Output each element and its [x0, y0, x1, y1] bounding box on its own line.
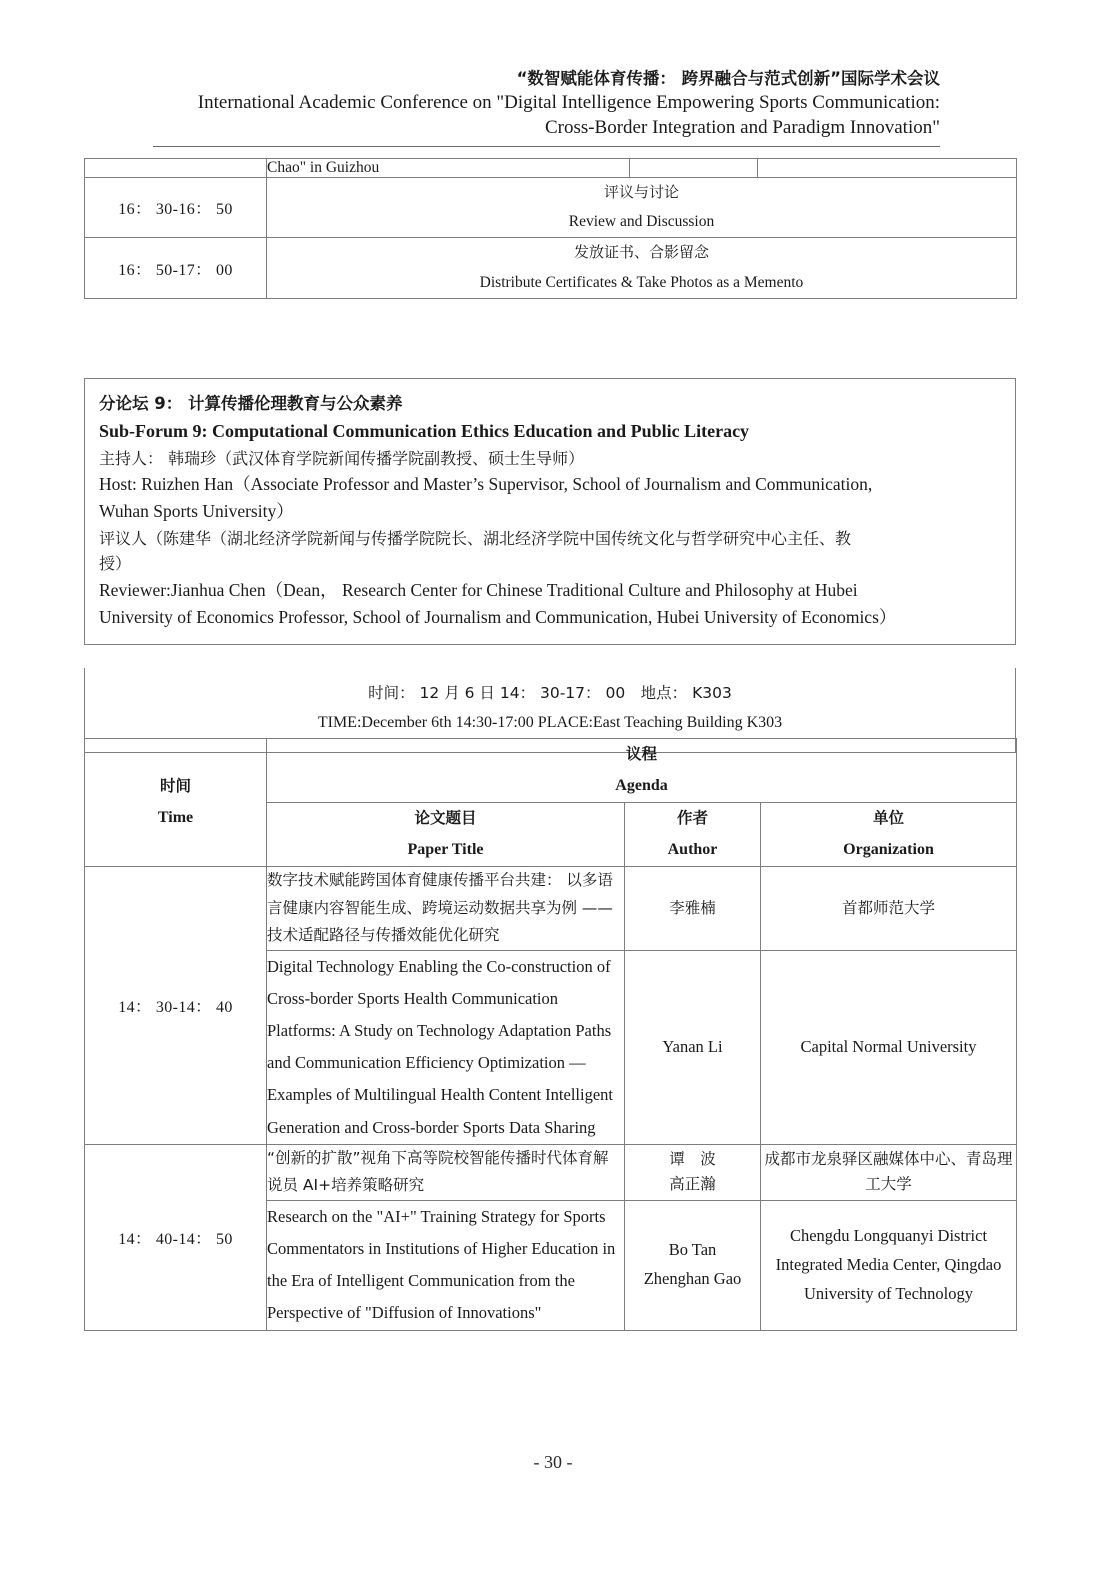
session-2-paper-title-en: Research on the "AI+" Training Strategy for Sports Commentators in Institutions of Higher Education in the Era of Intelligent Communication from the Perspective of "Diffusion of Innovations" [267, 1200, 625, 1330]
header-title-chinese: “数智赋能体育传播： 跨界融合与范式创新”国际学术会议 [516, 69, 940, 88]
host-cn: 主持人： 韩瑞珍（武汉体育学院新闻传播学院副教授、硕士生导师） [99, 448, 585, 468]
session-2-author-en-1: Bo Tan [668, 1240, 717, 1260]
time-place-cn: 时间： 12 月 6 日 14： 30-17： 00 地点： K303 [368, 684, 732, 702]
column-header-org-en: Organization [843, 841, 934, 858]
review-discussion-cn: 评议与讨论 [603, 183, 679, 201]
session-2-author-en [625, 1200, 761, 1330]
session-1-paper-title-en: Digital Technology Enabling the Co-construction of Cross-border Sports Health Communication Platforms: A Study on Technology Adaptation Paths and Communication Efficiency Optimization — Examples of Multilingual Health Content Intelligent Generation and Cross-border Sports Data Sharing [267, 950, 625, 1144]
column-header-organization [761, 803, 1017, 867]
table-row [85, 1144, 1017, 1200]
header-title-english-line2: Cross-Border Integration and Paradigm Innovation" [544, 116, 940, 138]
continuation-schedule-table [84, 158, 1017, 299]
time-place-en: TIME:December 6th 14:30-17:00 PLACE:East Teaching Building K303 [317, 714, 783, 732]
session-1-author-cn: 李雅楠 [625, 867, 761, 951]
sub-forum-info-box [84, 378, 1016, 645]
sub-forum-title-en: Sub-Forum 9: Computational Communication Ethics Education and Public Literacy [99, 421, 750, 442]
column-header-author-en: Author [667, 841, 718, 858]
column-header-agenda-en: Agenda [615, 777, 668, 794]
reviewer-cn-line2: 授） [99, 554, 132, 574]
top-row2-content [267, 178, 1017, 238]
session-1-paper-title-cn: 数字技术赋能跨国体育健康传播平台共建： 以多语言健康内容智能生成、跨境运动数据共享为例 —— 技术适配路径与传播效能优化研究 [267, 867, 625, 951]
column-header-paper-en: Paper Title [407, 841, 484, 858]
table-row [85, 178, 1017, 238]
reviewer-en-line2: University of Economics Professor, School of Journalism and Communication, Hubei University of Economics） [99, 607, 897, 628]
top-row1-paper-title: Chao" in Guizhou [267, 159, 630, 178]
session-2-author-cn-2: 高正瀚 [669, 1175, 716, 1194]
top-row2-time: 16： 30-16： 50 [85, 178, 267, 238]
review-discussion-en: Review and Discussion [568, 213, 715, 231]
agenda-header-row-1 [85, 739, 1017, 803]
column-header-agenda-cn: 议程 [626, 745, 658, 763]
session-2-time: 14： 40-14： 50 [85, 1144, 267, 1330]
reviewer-en-line1: Reviewer:Jianhua Chen（Dean， Research Center for Chinese Traditional Culture and Philosophy at Hubei [99, 579, 858, 600]
session-2-author-cn-1: 谭 波 [669, 1150, 716, 1169]
session-2-paper-title-cn: “创新的扩散”视角下高等院校智能传播时代体育解说员 AI+培养策略研究 [267, 1144, 625, 1200]
session-2-organization-cn: 成都市龙泉驿区融媒体中心、青岛理工大学 [761, 1144, 1017, 1200]
certificates-photos-en: Distribute Certificates & Take Photos as a Memento [479, 273, 804, 291]
session-1-organization-cn: 首都师范大学 [761, 867, 1017, 951]
header-title-english-line1: International Academic Conference on "Digital Intelligence Empowering Sports Communication: [197, 91, 940, 113]
column-header-time [85, 739, 267, 867]
column-header-org-cn: 单位 [873, 809, 905, 827]
session-2-organization-en: Chengdu Longquanyi District Integrated Media Center, Qingdao University of Technology [761, 1200, 1017, 1330]
column-header-author [625, 803, 761, 867]
page-number: - 30 - [533, 1452, 573, 1472]
top-row1-time [85, 159, 267, 178]
header-divider-rule [153, 146, 940, 147]
table-row [85, 159, 1017, 178]
reviewer-cn-line1: 评议人（陈建华（湖北经济学院新闻与传播学院院长、湖北经济学院中国传统文化与哲学研究中心主任、教 [99, 529, 852, 549]
table-row [85, 238, 1017, 298]
column-header-paper-title [267, 803, 625, 867]
column-header-agenda [267, 739, 1017, 803]
session-2-author-cn [625, 1144, 761, 1200]
column-header-time-en: Time [157, 809, 194, 826]
column-header-author-cn: 作者 [676, 809, 708, 827]
running-header [153, 68, 940, 140]
sub-forum-title-cn: 分论坛 9： 计算传播伦理教育与公众素养 [99, 394, 403, 413]
host-en-line2: Wuhan Sports University） [99, 501, 294, 522]
agenda-table [84, 738, 1017, 1331]
host-en-line1: Host: Ruizhen Han（Associate Professor and Master’s Supervisor, School of Journalism and Communication, [99, 473, 873, 494]
session-1-author-en: Yanan Li [625, 950, 761, 1144]
session-2-author-en-2: Zhenghan Gao [643, 1269, 742, 1289]
top-row1-author [630, 159, 758, 178]
session-1-time: 14： 30-14： 40 [85, 867, 267, 1145]
top-row3-content [267, 238, 1017, 298]
column-header-time-cn: 时间 [159, 777, 191, 795]
column-header-paper-cn: 论文题目 [414, 809, 477, 827]
top-row3-time: 16： 50-17： 00 [85, 238, 267, 298]
session-1-organization-en: Capital Normal University [761, 950, 1017, 1144]
top-row1-organization [758, 159, 1017, 178]
table-row [85, 867, 1017, 951]
certificates-photos-cn: 发放证书、合影留念 [573, 243, 709, 262]
